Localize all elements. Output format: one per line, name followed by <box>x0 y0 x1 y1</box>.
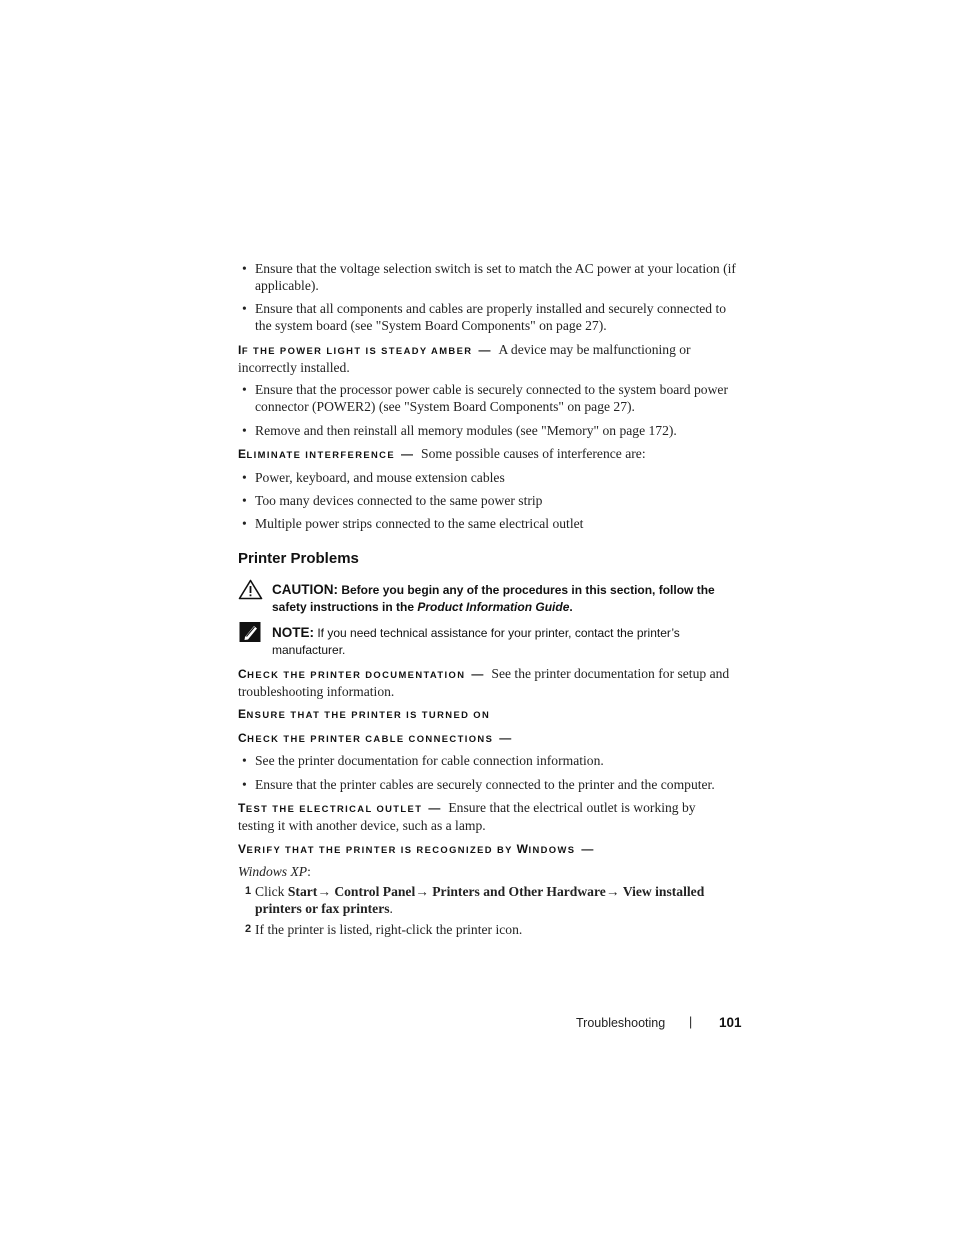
control-panel-ref: Control Panel <box>334 884 416 899</box>
note-label: NOTE: <box>272 625 314 640</box>
note-icon <box>239 621 263 648</box>
caution-label: CAUTION: <box>272 582 338 597</box>
check-doc-paragraph: CHECK THE PRINTER DOCUMENTATION — See the printer documentation for setup and troubleshooting information. <box>238 666 730 699</box>
check-cable-heading: CHECK THE PRINTER CABLE CONNECTIONS <box>238 731 494 745</box>
ensure-on-paragraph <box>238 705 738 723</box>
footer-separator: | <box>689 1015 693 1029</box>
list-item: Ensure that the processor power cable is securely connected to the system board power connector (POWER2) (see "System Board Components" on page 27). <box>255 382 728 414</box>
bullet-marker: • <box>242 516 247 531</box>
list-item: Too many devices connected to the same power strip <box>255 493 543 508</box>
amber-paragraph: IF THE POWER LIGHT IS STEADY AMBER — A device may be malfunctioning or incorrectly installed. <box>238 342 691 375</box>
list-item: Remove and then reinstall all memory modules (see "Memory" on page 172). <box>255 423 677 438</box>
bullet-marker: • <box>242 493 247 508</box>
list-item: Multiple power strips connected to the same electrical outlet <box>255 516 584 531</box>
bullet-marker: • <box>242 261 247 276</box>
windows-xp-label: Windows XP: <box>238 864 311 879</box>
list-item: Ensure that the printer cables are securely connected to the printer and the computer. <box>255 777 715 792</box>
bullet-marker: • <box>242 423 247 438</box>
interference-paragraph: ELIMINATE INTERFERENCE — Some possible causes of interference are: <box>238 446 646 461</box>
caution-box: CAUTION: Before you begin any of the procedures in this section, follow the safety instructions in the Product Information Guide. <box>272 582 715 614</box>
interference-heading: ELIMINATE INTERFERENCE <box>238 447 396 461</box>
bullet-marker: • <box>242 470 247 485</box>
ensure-on-heading: ENSURE THAT THE PRINTER IS TURNED ON <box>238 707 491 721</box>
note-box: NOTE: If you need technical assistance for your printer, contact the printer’s manufacturer. <box>272 625 680 657</box>
printers-hardware-ref: Printers and Other Hardware <box>432 884 606 899</box>
verify-paragraph: VERIFY THAT THE PRINTER IS RECOGNIZED BY WINDOWS — <box>238 842 594 856</box>
amber-heading: IF THE POWER LIGHT IS STEADY AMBER <box>238 343 473 357</box>
step-1: Click Start→ Control Panel→ Printers and Other Hardware→ View installed printers or fax printers. <box>255 884 705 916</box>
step-2: If the printer is listed, right-click the printer icon. <box>255 922 523 937</box>
bullet-marker: • <box>242 301 247 316</box>
page-number: 101 <box>719 1015 742 1030</box>
list-item: Power, keyboard, and mouse extension cables <box>255 470 505 485</box>
footer-section: Troubleshooting <box>576 1016 666 1030</box>
check-doc-heading: CHECK THE PRINTER DOCUMENTATION <box>238 667 466 681</box>
step-number: 2 <box>245 923 252 935</box>
caution-icon <box>238 579 263 605</box>
test-outlet-heading: TEST THE ELECTRICAL OUTLET <box>238 801 423 815</box>
view-printers-ref: View installed printers or fax printers <box>255 884 705 916</box>
list-item: Ensure that the voltage selection switch is set to match the AC power at your location (if applicable). <box>255 261 736 293</box>
check-cable-paragraph: CHECK THE PRINTER CABLE CONNECTIONS — <box>238 731 512 745</box>
list-item: Ensure that all components and cables are properly installed and securely connected to the system board (see "System Board Components" on page 27). <box>255 301 727 333</box>
bullet-marker: • <box>242 753 247 768</box>
verify-heading: VERIFY THAT THE PRINTER IS RECOGNIZED BY WINDOWS <box>238 842 576 856</box>
test-outlet-paragraph: TEST THE ELECTRICAL OUTLET — Ensure that the electrical outlet is working by testing it with another device, such as a lamp. <box>238 800 696 833</box>
bullet-marker: • <box>242 777 247 792</box>
bullet-marker: • <box>242 382 247 397</box>
section-title: Printer Problems <box>238 550 359 567</box>
list-item: See the printer documentation for cable connection information. <box>255 753 604 768</box>
product-guide-reference: Product Information Guide <box>417 600 570 614</box>
start-menu-ref: Start <box>287 884 318 899</box>
step-number: 1 <box>245 885 252 897</box>
